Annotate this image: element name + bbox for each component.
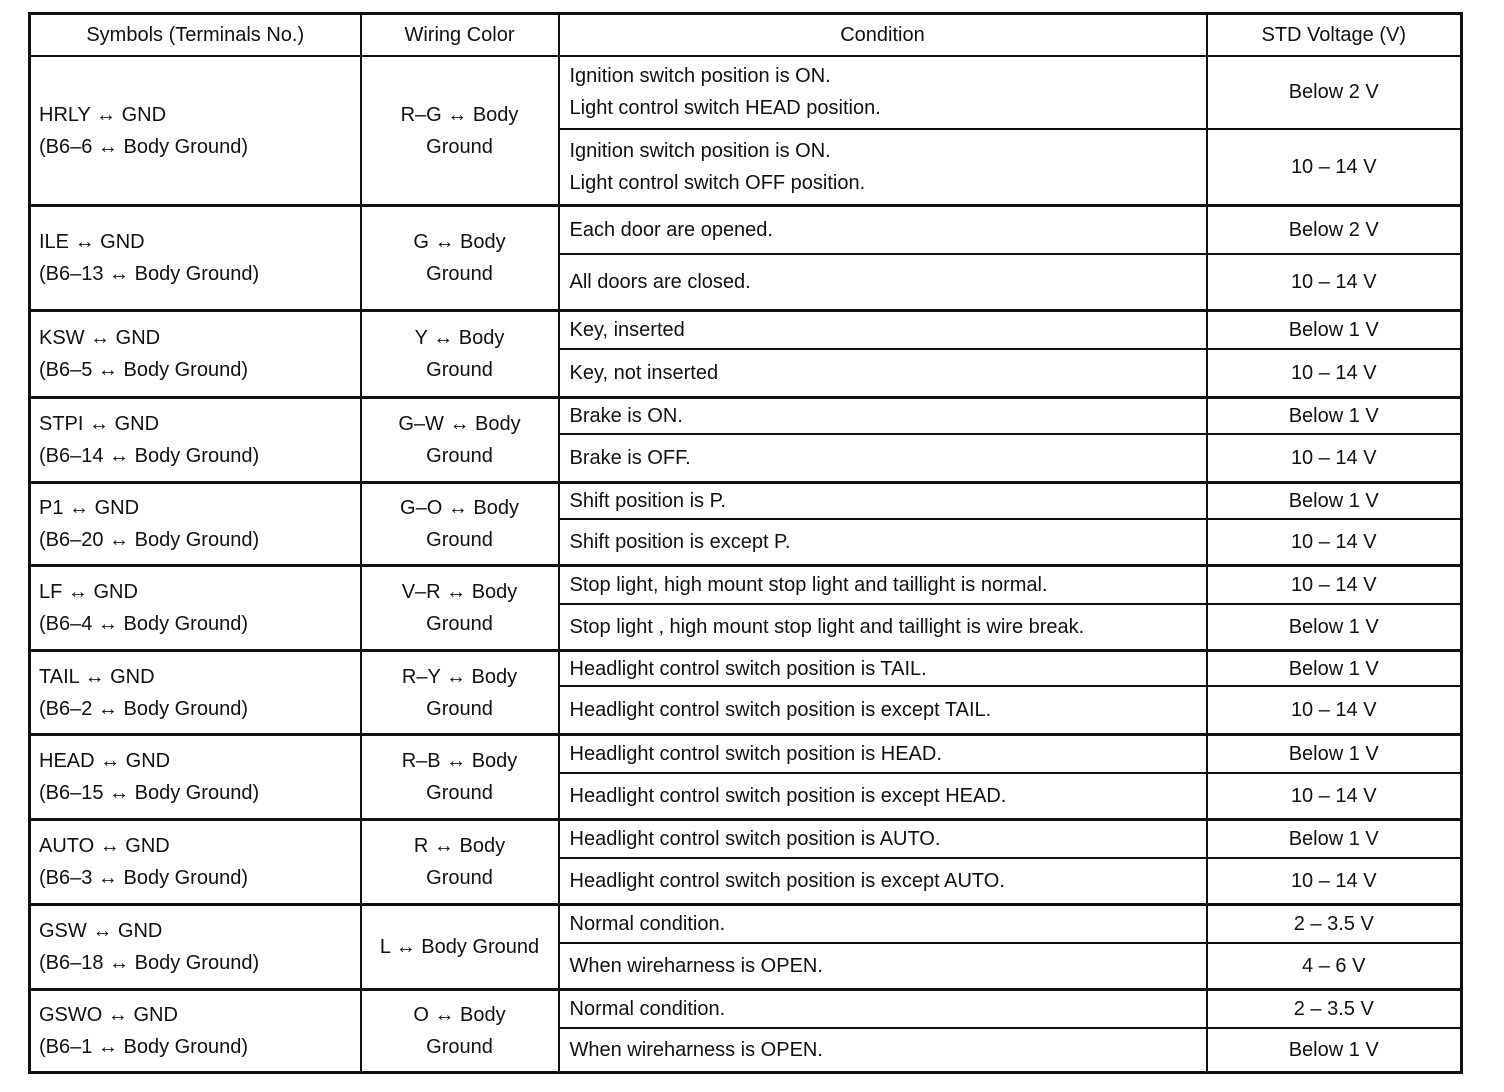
- symbol-name: HEAD ↔ GND: [39, 750, 171, 773]
- wiring-color-line: Ground: [426, 444, 493, 467]
- terminal-number: (B6–4 ↔ Body Ground): [39, 612, 248, 635]
- std-voltage-cell: 10 – 14 V: [1207, 434, 1462, 483]
- table-row: [30, 990, 1462, 1028]
- std-voltage-cell: 10 – 14 V: [1207, 858, 1462, 904]
- condition-line: Ignition switch position is ON.: [569, 139, 831, 162]
- wiring-color-line: V–R ↔ Body: [401, 580, 518, 603]
- symbol-cell: [30, 56, 361, 206]
- condition-line: All doors are closed.: [569, 271, 751, 294]
- terminal-number: (B6–1 ↔ Body Ground): [39, 1036, 248, 1059]
- table-row: [30, 565, 1462, 603]
- terminal-number: (B6–13 ↔ Body Ground): [39, 263, 260, 286]
- wiring-color-line: G ↔ Body: [413, 231, 506, 254]
- condition-line: Headlight control switch position is except HEAD.: [569, 785, 1007, 808]
- symbol-name: P1 ↔ GND: [39, 496, 140, 519]
- symbol-name: GSWO ↔ GND: [39, 1004, 178, 1027]
- wiring-color-cell: [361, 56, 559, 206]
- symbol-cell: [30, 905, 361, 990]
- std-voltage-cell: 2 – 3.5 V: [1207, 905, 1462, 943]
- condition-line: Key, not inserted: [569, 362, 719, 384]
- condition-cell: [559, 349, 1207, 398]
- std-voltage-cell: 10 – 14 V: [1207, 254, 1462, 311]
- wiring-color-cell: [361, 482, 559, 565]
- std-voltage-cell: 4 – 6 V: [1207, 943, 1462, 989]
- wiring-color-line: O ↔ Body: [413, 1004, 506, 1027]
- condition-line: Normal condition.: [569, 997, 726, 1020]
- symbol-cell: [30, 398, 361, 483]
- condition-cell: [559, 686, 1207, 735]
- table-row: [30, 735, 1462, 773]
- condition-line: Headlight control switch position is AUTO.: [569, 828, 941, 851]
- condition-line: Headlight control switch position is TAIL.: [569, 657, 927, 680]
- symbol-name: TAIL ↔ GND: [39, 665, 155, 688]
- terminal-number: (B6–5 ↔ Body Ground): [39, 359, 248, 382]
- condition-cell: [559, 434, 1207, 483]
- table-row: [30, 820, 1462, 858]
- symbol-name: ILE ↔ GND: [39, 231, 145, 254]
- symbol-cell: [30, 482, 361, 565]
- table-row: [30, 398, 1462, 434]
- wiring-color-line: Y ↔ Body: [414, 327, 505, 350]
- terminal-voltage-table: [28, 12, 1463, 1074]
- symbol-cell: [30, 990, 361, 1073]
- wiring-color-cell: [361, 565, 559, 650]
- std-voltage-cell: Below 1 V: [1207, 650, 1462, 686]
- condition-line: Ignition switch position is ON.: [569, 65, 831, 88]
- condition-line: Headlight control switch position is except AUTO.: [569, 870, 1005, 893]
- wiring-color-line: Ground: [426, 867, 493, 890]
- condition-line: Light control switch HEAD position.: [569, 97, 881, 120]
- condition-cell: [559, 565, 1207, 603]
- table-row: [30, 482, 1462, 518]
- symbol-name: HRLY ↔ GND: [39, 103, 167, 126]
- condition-cell: [559, 735, 1207, 773]
- wiring-color-line: G–W ↔ Body: [398, 412, 521, 435]
- symbol-cell: [30, 650, 361, 735]
- std-voltage-cell: 10 – 14 V: [1207, 686, 1462, 735]
- std-voltage-cell: Below 1 V: [1207, 482, 1462, 518]
- condition-line: Normal condition.: [569, 913, 726, 936]
- wiring-color-line: Ground: [426, 782, 493, 805]
- condition-line: Light control switch OFF position.: [569, 171, 866, 194]
- condition-line: Stop light, high mount stop light and taillight is normal.: [569, 573, 1048, 596]
- symbol-cell: [30, 565, 361, 650]
- wiring-color-line: Ground: [426, 263, 493, 286]
- condition-cell: [559, 206, 1207, 255]
- wiring-color-line: Ground: [426, 135, 493, 158]
- table-row: [30, 311, 1462, 349]
- symbol-name: KSW ↔ GND: [39, 327, 161, 350]
- table-row: [30, 905, 1462, 943]
- table-header-row: [30, 14, 1462, 57]
- table-body: [30, 56, 1462, 1073]
- wiring-color-cell: [361, 398, 559, 483]
- condition-cell: [559, 254, 1207, 311]
- wiring-color-line: G–O ↔ Body: [400, 496, 519, 519]
- wiring-color-cell: [361, 990, 559, 1073]
- symbol-cell: [30, 820, 361, 905]
- condition-cell: [559, 943, 1207, 989]
- condition-cell: [559, 129, 1207, 206]
- symbol-cell: [30, 735, 361, 820]
- std-voltage-cell: Below 1 V: [1207, 1028, 1462, 1073]
- header-symbols: Symbols (Terminals No.): [30, 14, 361, 57]
- std-voltage-cell: Below 1 V: [1207, 398, 1462, 434]
- symbol-name: AUTO ↔ GND: [39, 835, 170, 858]
- condition-line: When wireharness is OPEN.: [569, 955, 823, 978]
- symbol-cell: [30, 206, 361, 311]
- table-row: [30, 650, 1462, 686]
- condition-line: Brake is OFF.: [569, 446, 691, 469]
- condition-line: Headlight control switch position is HEAD.: [569, 743, 942, 766]
- std-voltage-cell: 10 – 14 V: [1207, 129, 1462, 206]
- wiring-color-cell: [361, 905, 559, 990]
- condition-line: Headlight control switch position is except TAIL.: [569, 699, 992, 722]
- terminal-number: (B6–18 ↔ Body Ground): [39, 952, 260, 975]
- table-row: [30, 206, 1462, 255]
- condition-cell: [559, 820, 1207, 858]
- condition-cell: [559, 1028, 1207, 1073]
- wiring-color-cell: [361, 650, 559, 735]
- header-std-voltage: STD Voltage (V): [1207, 14, 1462, 57]
- condition-line: Shift position is except P.: [569, 530, 791, 553]
- condition-line: When wireharness is OPEN.: [569, 1038, 823, 1061]
- condition-line: Each door are opened.: [569, 219, 773, 242]
- condition-cell: [559, 650, 1207, 686]
- condition-cell: [559, 773, 1207, 819]
- wiring-color-line: Ground: [426, 528, 493, 551]
- std-voltage-cell: Below 2 V: [1207, 56, 1462, 129]
- voltage-spec-sheet: [28, 12, 1460, 1074]
- symbol-cell: [30, 311, 361, 398]
- std-voltage-cell: Below 1 V: [1207, 604, 1462, 650]
- wiring-color-line: Ground: [426, 697, 493, 720]
- condition-cell: [559, 398, 1207, 434]
- wiring-color-line: Ground: [426, 612, 493, 635]
- terminal-number: (B6–14 ↔ Body Ground): [39, 444, 260, 467]
- std-voltage-cell: Below 1 V: [1207, 311, 1462, 349]
- condition-cell: [559, 858, 1207, 904]
- wiring-color-line: R–B ↔ Body: [401, 750, 518, 773]
- std-voltage-cell: Below 2 V: [1207, 206, 1462, 255]
- header-wiring-color: Wiring Color: [361, 14, 559, 57]
- wiring-color-line: Ground: [426, 1036, 493, 1059]
- std-voltage-cell: 2 – 3.5 V: [1207, 990, 1462, 1028]
- condition-cell: [559, 519, 1207, 565]
- condition-line: Key, inserted: [569, 319, 685, 342]
- symbol-name: LF ↔ GND: [39, 580, 138, 603]
- terminal-number: (B6–3 ↔ Body Ground): [39, 867, 248, 890]
- std-voltage-cell: 10 – 14 V: [1207, 565, 1462, 603]
- condition-cell: [559, 311, 1207, 349]
- std-voltage-cell: Below 1 V: [1207, 735, 1462, 773]
- condition-cell: [559, 905, 1207, 943]
- wiring-color-line: R–G ↔ Body: [400, 103, 519, 126]
- wiring-color-line: L ↔ Body Ground: [379, 936, 540, 959]
- table-row: [30, 56, 1462, 129]
- wiring-color-cell: [361, 820, 559, 905]
- wiring-color-cell: [361, 206, 559, 311]
- wiring-color-line: R–Y ↔ Body: [401, 665, 518, 688]
- condition-cell: [559, 482, 1207, 518]
- wiring-color-line: R ↔ Body: [413, 835, 506, 858]
- header-condition: Condition: [559, 14, 1207, 57]
- std-voltage-cell: 10 – 14 V: [1207, 349, 1462, 398]
- condition-cell: [559, 604, 1207, 650]
- symbol-name: GSW ↔ GND: [39, 920, 163, 943]
- terminal-number: (B6–6 ↔ Body Ground): [39, 135, 248, 158]
- condition-line: Brake is ON.: [569, 404, 683, 427]
- condition-cell: [559, 56, 1207, 129]
- terminal-number: (B6–20 ↔ Body Ground): [39, 528, 260, 551]
- std-voltage-cell: 10 – 14 V: [1207, 519, 1462, 565]
- terminal-number: (B6–15 ↔ Body Ground): [39, 782, 260, 805]
- terminal-number: (B6–2 ↔ Body Ground): [39, 697, 248, 720]
- wiring-color-line: Ground: [426, 359, 493, 382]
- condition-line: Shift position is P.: [569, 489, 726, 512]
- symbol-name: STPI ↔ GND: [39, 412, 160, 435]
- wiring-color-cell: [361, 735, 559, 820]
- condition-line: Stop light , high mount stop light and taillight is wire break.: [569, 615, 1085, 638]
- condition-cell: [559, 990, 1207, 1028]
- wiring-color-cell: [361, 311, 559, 398]
- std-voltage-cell: Below 1 V: [1207, 820, 1462, 858]
- std-voltage-cell: 10 – 14 V: [1207, 773, 1462, 819]
